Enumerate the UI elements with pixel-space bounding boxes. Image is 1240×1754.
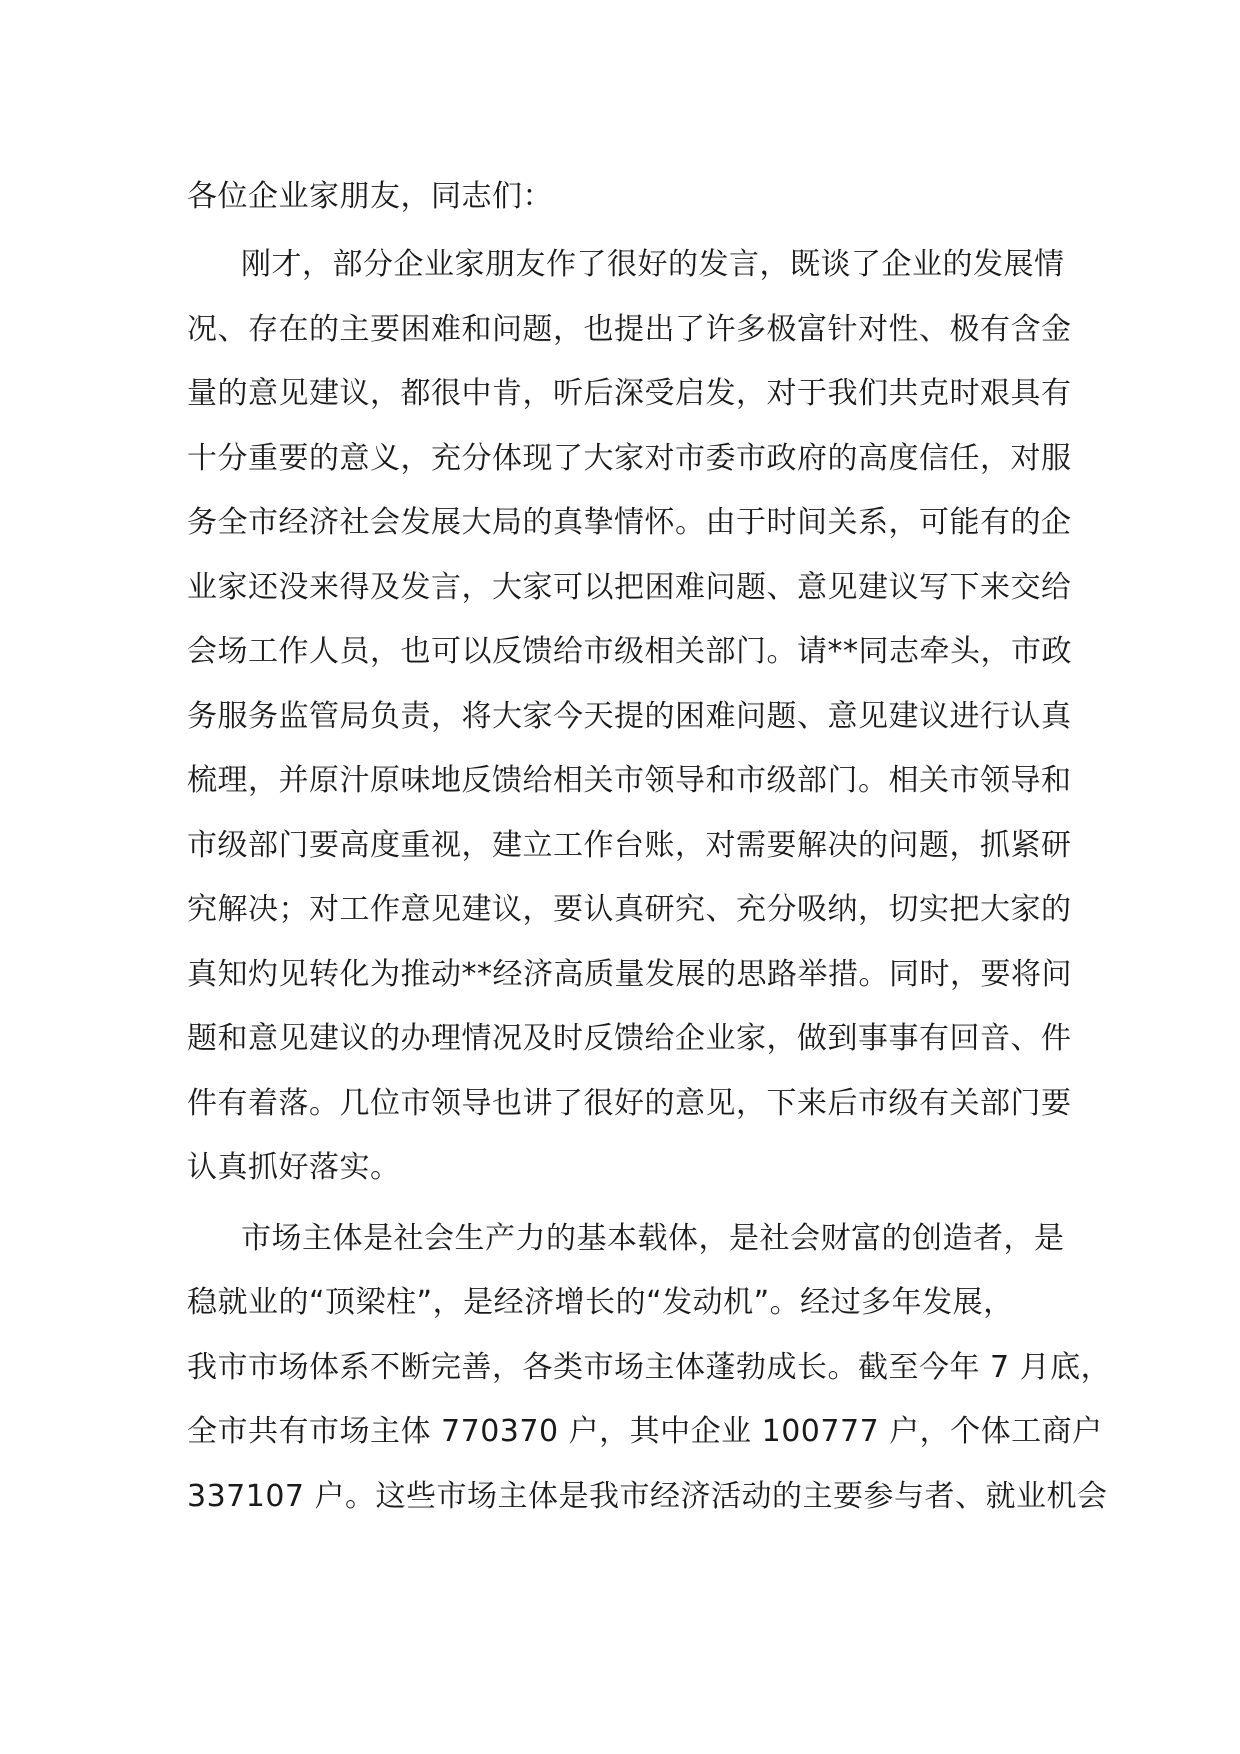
paragraph-line: 337107 户。这些市场主体是我市经济活动的主要参与者、就业机会 bbox=[187, 1478, 1108, 1514]
document-body bbox=[187, 165, 1112, 1529]
paragraph-line: 全市共有市场主体 770370 户，其中企业 100777 户，个体工商户 bbox=[187, 1414, 1103, 1449]
paragraph-line: 务全市经济社会发展大局的真挚情怀。由于时间关系，可能有的企 bbox=[187, 505, 1072, 540]
paragraph-line: 稳就业的“顶梁柱”，是经济增长的“发动机”。经过多年发展， bbox=[187, 1285, 1014, 1320]
paragraph-line: 十分重要的意义，充分体现了大家对市委市政府的高度信任，对服 bbox=[187, 440, 1072, 476]
paragraph-line: 题和意见建议的办理情况及时反馈给企业家，做到事事有回音、件 bbox=[187, 1021, 1072, 1056]
paragraph-line: 认真抓好落实。 bbox=[187, 1150, 401, 1185]
paragraph-line: 我市市场体系不断完善，各类市场主体蓬勃成长。截至今年 7 月底， bbox=[187, 1349, 1112, 1385]
greeting-line: 各位企业家朋友，同志们： bbox=[187, 179, 553, 214]
paragraph-line: 刚才，部分企业家朋友作了很好的发言，既谈了企业的发展情 bbox=[241, 247, 1065, 282]
paragraph-line: 况、存在的主要困难和问题，也提出了许多极富针对性、极有含金 bbox=[187, 311, 1072, 347]
paragraph-line: 市级部门要高度重视，建立工作台账，对需要解决的问题，抓紧研 bbox=[187, 827, 1072, 863]
paragraph-line: 真知灼见转化为推动**经济高质量发展的思路举措。同时，要将问 bbox=[187, 956, 1072, 992]
paragraph-1 bbox=[187, 233, 1072, 1201]
paragraph-line: 会场工作人员，也可以反馈给市级相关部门。请**同志牵头，市政 bbox=[187, 634, 1072, 669]
paragraph-line: 件有着落。几位市领导也讲了很好的意见，下来后市级有关部门要 bbox=[187, 1085, 1072, 1121]
paragraph-line: 梳理，并原汁原味地反馈给相关市领导和市级部门。相关市领导和 bbox=[187, 763, 1072, 798]
paragraph-line: 业家还没来得及发言，大家可以把困难问题、意见建议写下来交给 bbox=[187, 569, 1072, 605]
paragraph-line: 究解决；对工作意见建议，要认真研究、充分吸纳，切实把大家的 bbox=[187, 892, 1072, 927]
paragraph-line: 务服务监管局负责，将大家今天提的困难问题、意见建议进行认真 bbox=[187, 698, 1072, 734]
paragraph-2 bbox=[187, 1207, 1112, 1530]
paragraph-line: 市场主体是社会生产力的基本载体，是社会财富的创造者，是 bbox=[241, 1220, 1065, 1256]
paragraph-line: 量的意见建议，都很中肯，听后深受启发，对于我们共克时艰具有 bbox=[187, 376, 1072, 411]
